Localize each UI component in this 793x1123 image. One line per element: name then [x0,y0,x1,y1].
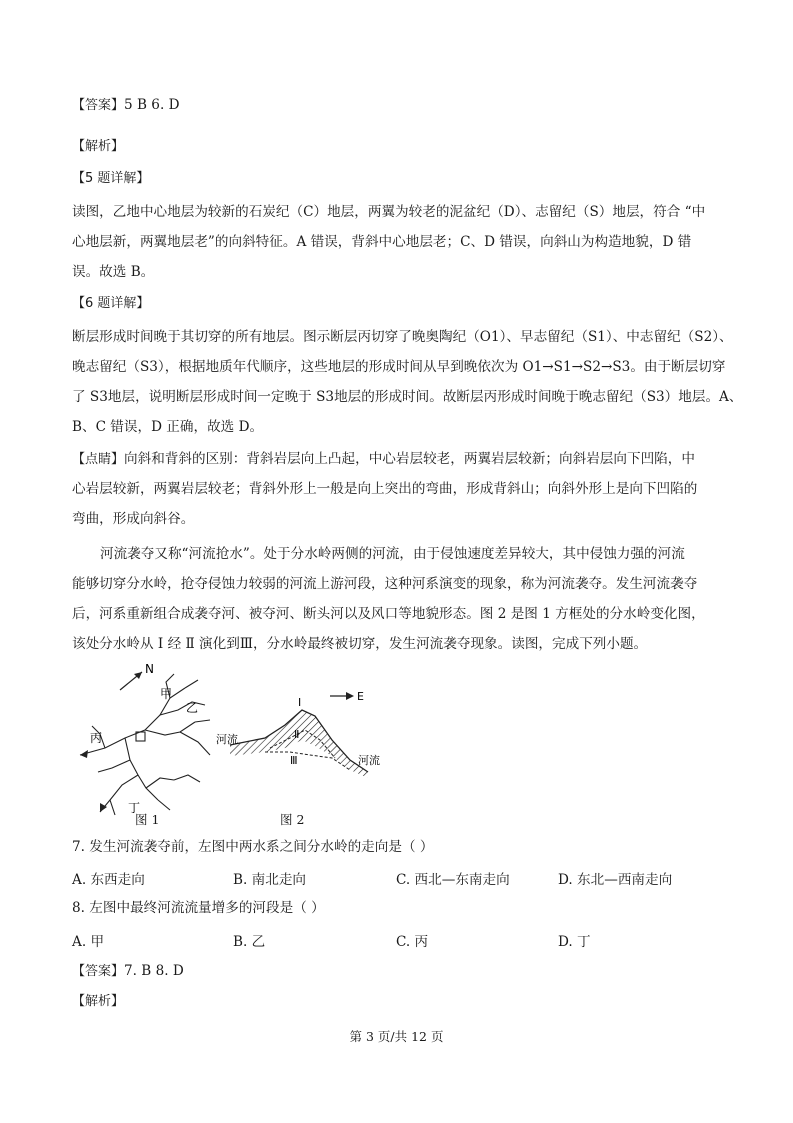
q5-line-3: 误。故选 B。 [72,264,155,280]
q6-heading: 【6 题详解】 [72,296,150,311]
q8-stem: 8. 左图中最终河流流量增多的河段是（ ） [72,900,325,916]
passage-line-1: 河流袭夺又称“河流抢水”。处于分水岭两侧的河流，由于侵蚀速度差异较大，其中侵蚀力强的河流 [100,546,685,562]
q8-option-b[interactable]: B. 乙 [233,934,266,950]
figure-2-caption: 图 2 [280,812,305,827]
east-label: E [357,690,364,703]
figure-1-caption: 图 1 [135,812,160,827]
answer-label: 【答案】 [72,98,125,113]
river-network-map [70,660,220,825]
q5-line-2: 心地层新，两翼地层老”的向斜特征。A 错误，背斜中心地层老；C、D 错误，向斜山为构造地貌，D 错 [72,234,692,250]
q6-line-2: 晚志留纪（S3），根据地质年代顺序，这些地层的形成时间从早到晚依次为 O1→S1→S2→S3。由于断层切穿 [72,359,726,375]
q7-option-c[interactable]: C. 西北—东南走向 [396,872,510,888]
tip-label: 【点睛】 [72,452,125,467]
label-jia: 甲 [160,687,173,701]
passage-line-4: 该处分水岭从 Ⅰ 经 Ⅱ 演化到Ⅲ，分水岭最终被切穿，发生河流袭夺现象。读图，完成下列小题。 [72,636,648,652]
tip-line-3: 弯曲，形成向斜谷。 [72,511,195,527]
analysis-2-label: 【解析】 [72,994,125,1009]
analysis-label: 【解析】 [72,139,125,154]
passage-line-3: 后，河系重新组合成袭夺河、被夺河、断头河以及风口等地貌形态。图 2 是图 1 方框处的分水岭变化图， [72,606,705,622]
q5-line-1: 读图，乙地中心地层为较新的石炭纪（C）地层，两翼为较老的泥盆纪（D）、志留纪（S）地层，符合 “中 [72,204,706,220]
q6-line-3: 了 S3地层，说明断层形成时间一定晚于 S3地层的形成时间。故断层丙形成时间晚于晚志留纪（S3）地层。A、 [72,389,743,405]
passage-line-2: 能够切穿分水岭，抢夺侵蚀力较弱的河流上游河段，这种河系演变的现象，称为河流袭夺。发生河流袭夺 [72,576,698,592]
tip-text-1: 向斜和背斜的区别：背斜岩层向上凸起，中心岩层较老，两翼岩层较新；向斜岩层向下凹陷，中 [124,451,695,467]
q5-heading: 【5 题详解】 [72,171,150,186]
bing-outlet-arrow-icon [80,750,88,758]
q6-line-1: 断层形成时间晚于其切穿的所有地层。图示断层丙切穿了晚奥陶纪（O1）、早志留纪（S1）、中志留纪（S2）、 [72,329,733,345]
label-river-left: 河流 [216,733,238,746]
divide-profile [210,660,400,825]
q7-option-d[interactable]: D. 东北—西南走向 [558,872,673,888]
q8-option-a[interactable]: A. 甲 [72,934,105,950]
label-river-right: 河流 [358,754,380,767]
q7-stem: 7. 发生河流袭夺前，左图中两水系之间分水岭的走向是（ ） [72,839,434,855]
label-bing: 丙 [90,731,103,745]
label-I: Ⅰ [298,696,302,709]
answer-56 [72,96,180,115]
q7-option-a[interactable]: A. 东西走向 [72,872,145,888]
answer-78-label: 【答案】 [72,964,125,979]
label-ding: 丁 [128,801,141,815]
label-yi: 乙 [186,701,199,715]
tip-line-1 [72,450,695,469]
q7-option-b[interactable]: B. 南北走向 [233,872,307,888]
tip-line-2: 心岩层较新，两翼岩层较老；背斜外形上一般是向上突出的弯曲，形成背斜山；向斜外形上是向下凹陷的 [72,481,698,497]
label-II: Ⅱ [294,728,300,741]
q8-option-c[interactable]: C. 丙 [396,934,429,950]
q6-line-4: B、C 错误，D 正确，故选 D。 [72,419,264,435]
q8-option-d[interactable]: D. 丁 [558,934,591,950]
page-footer: 第 3 页/共 12 页 [349,1029,444,1044]
answer-78 [72,962,184,981]
north-label: N [145,662,154,676]
figure-1 [70,660,220,825]
figure-2 [210,660,400,825]
answer-text: 5 B 6. D [124,97,180,113]
answer-78-text: 7. B 8. D [124,963,184,979]
label-III: Ⅲ [290,754,298,767]
